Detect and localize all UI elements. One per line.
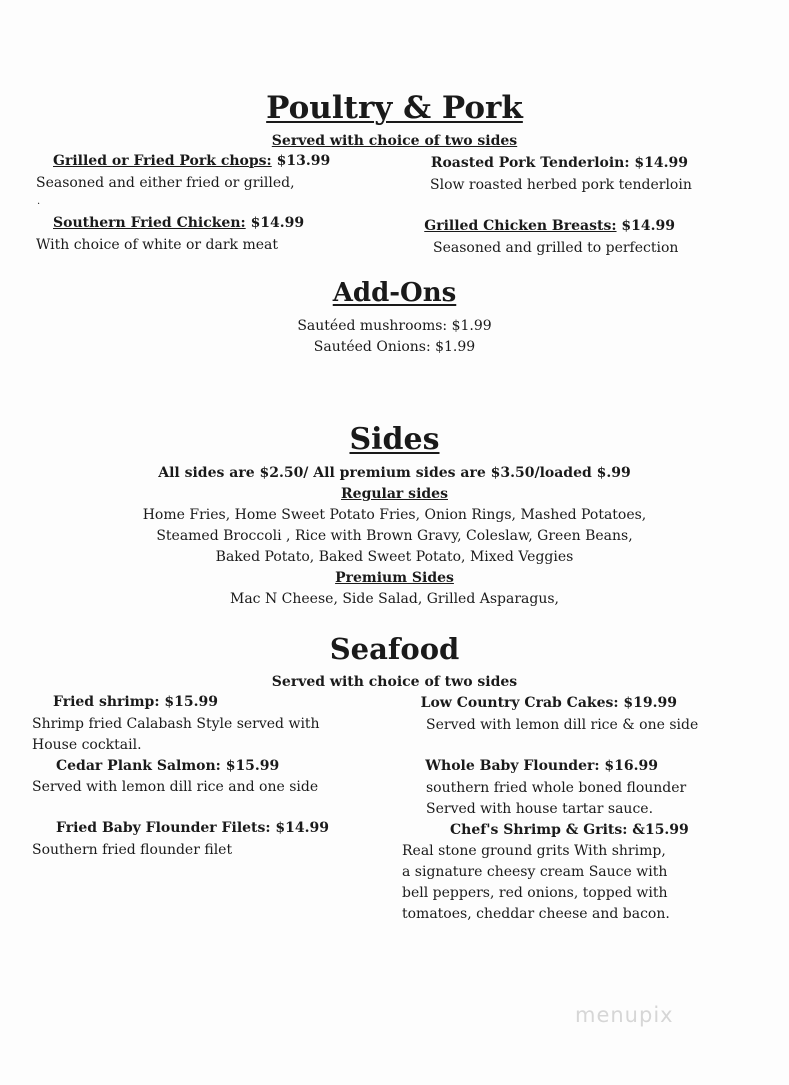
fried-chicken-desc: With choice of white or dark meat [36, 237, 278, 253]
item-name: Roasted Pork Tenderloin: [430, 155, 630, 171]
pork-tenderloin-item [431, 155, 688, 171]
crab-cakes-item: Low Country Crab Cakes: $19.99 [420, 695, 677, 711]
shrimp-grits-desc: a signature cheesy cream Sauce with [402, 864, 668, 880]
regular-sides-line: Baked Potato, Baked Sweet Potato, Mixed Veggies [215, 549, 574, 565]
poultry-pork-heading: Poultry & Pork [266, 90, 523, 126]
regular-sides-heading: Regular sides [341, 486, 448, 502]
seafood-subtitle: Served with choice of two sides [271, 674, 518, 690]
menupix-watermark: menupix [575, 1003, 674, 1027]
flounder-filets-desc: Southern fried flounder filet [32, 842, 233, 858]
item-price: $14.99 [621, 218, 675, 234]
item-name: Southern Fried Chicken: [53, 215, 246, 231]
chicken-breasts-desc: Seasoned and grilled to perfection [433, 240, 679, 256]
pork-chops-item [37, 153, 330, 169]
premium-sides-line: Mac N Cheese, Side Salad, Grilled Asparagus, [230, 591, 559, 607]
premium-sides-heading: Premium Sides [335, 570, 454, 586]
item-price: $13.99 [276, 153, 331, 169]
pork-tenderloin-desc: Slow roasted herbed pork tenderloin [430, 177, 692, 193]
whole-flounder-item: Whole Baby Flounder: $16.99 [425, 758, 658, 774]
whole-flounder-desc: southern fried whole boned flounder [426, 780, 687, 796]
fried-shrimp-desc: House cocktail. [32, 737, 142, 753]
item-name: Grilled or Fried Pork chops: [53, 153, 272, 169]
addon-mushrooms: Sautéed mushrooms: $1.99 [297, 318, 492, 334]
fried-shrimp-desc: Shrimp fried Calabash Style served with [32, 716, 320, 732]
fried-shrimp-item: Fried shrimp: $15.99 [53, 694, 218, 710]
shrimp-grits-item: Chef's Shrimp & Grits: &15.99 [450, 822, 689, 838]
shrimp-grits-desc: tomatoes, cheddar cheese and bacon. [402, 906, 670, 922]
shrimp-grits-desc: bell peppers, red onions, topped with [402, 885, 668, 901]
crab-cakes-desc: Served with lemon dill rice & one side [426, 717, 699, 733]
sides-pricing: All sides are $2.50/ All premium sides are $3.50/loaded $.99 [158, 465, 631, 481]
item-price: $14.99 [634, 155, 688, 171]
addons-heading: Add-Ons [332, 278, 457, 308]
regular-sides-line: Steamed Broccoli , Rice with Brown Gravy, Coleslaw, Green Beans, [156, 528, 633, 544]
cedar-salmon-desc: Served with lemon dill rice and one side [32, 779, 319, 795]
fried-chicken-item [37, 215, 304, 231]
seafood-heading: Seafood [329, 632, 460, 666]
sides-heading: Sides [349, 422, 440, 457]
cedar-salmon-item: Cedar Plank Salmon: $15.99 [56, 758, 280, 774]
regular-sides-line: Home Fries, Home Sweet Potato Fries, Onion Rings, Mashed Potatoes, [142, 507, 647, 523]
poultry-pork-subtitle: Served with choice of two sides [271, 133, 518, 149]
flounder-filets-item: Fried Baby Flounder Filets: $14.99 [56, 820, 330, 836]
pork-chops-desc: Seasoned and either fried or grilled, [36, 175, 295, 191]
chicken-breasts-item [424, 218, 675, 234]
item-price: $14.99 [250, 215, 305, 231]
item-name: Grilled Chicken Breasts: [424, 218, 617, 234]
stray-dot: . [37, 196, 41, 207]
whole-flounder-desc: Served with house tartar sauce. [426, 801, 654, 817]
shrimp-grits-desc: Real stone ground grits With shrimp, [402, 843, 666, 859]
addon-onions: Sautéed Onions: $1.99 [313, 339, 476, 355]
